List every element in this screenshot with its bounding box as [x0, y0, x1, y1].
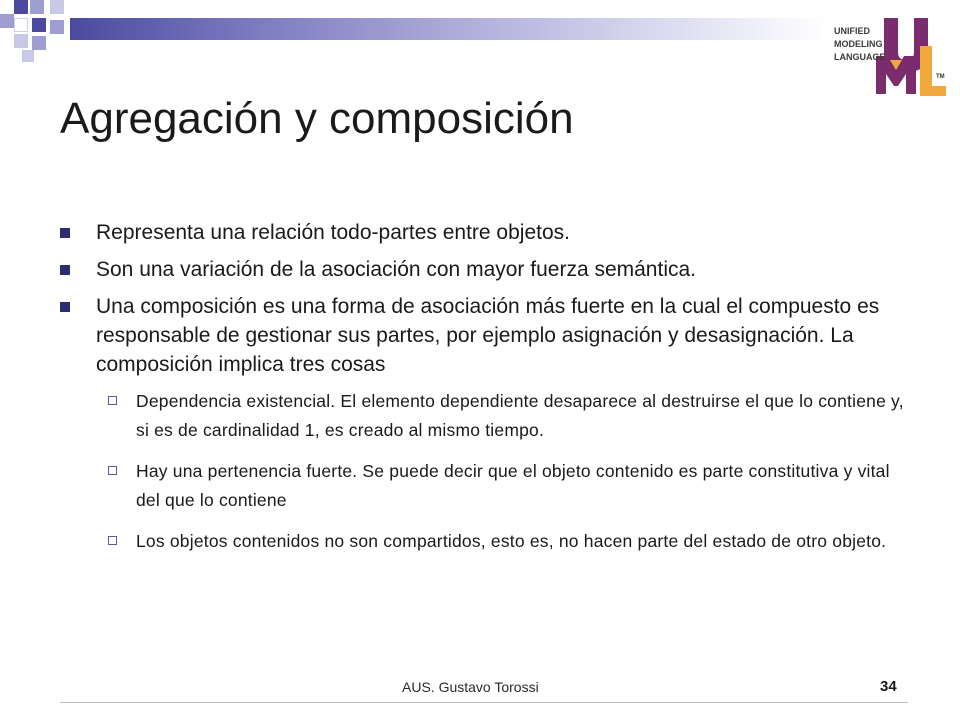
header-gradient-band	[70, 18, 828, 40]
sub-bullet-item	[60, 457, 910, 515]
page-number: 34	[880, 678, 897, 695]
sub-bullet-text: Hay una pertenencia fuerte. Se puede decir que el objeto contenido es parte constitutiva y vital del que lo contiene	[136, 461, 890, 510]
sub-bullet-item	[60, 387, 910, 445]
slide-title: Agregación y composición	[60, 94, 574, 143]
bullet-text: Representa una relación todo-partes entre objetos.	[96, 221, 570, 244]
square-bullet-icon	[60, 302, 70, 312]
logo-line1: UNIFIED	[834, 26, 870, 36]
bullet-list	[60, 218, 910, 568]
bullet-item	[60, 255, 910, 284]
square-bullet-icon	[60, 228, 70, 238]
logo-tm: TM	[936, 74, 945, 80]
sub-bullet-list	[60, 387, 910, 556]
footer-divider	[60, 702, 908, 703]
hollow-square-bullet-icon	[108, 466, 117, 475]
hollow-square-bullet-icon	[108, 396, 117, 405]
sub-bullet-text: Dependencia existencial. El elemento dependiente desaparece al destruirse el que lo contiene y, si es de cardinalidad 1, es creado al mismo tiempo.	[136, 391, 904, 440]
logo-line3: LANGUAGE	[834, 52, 886, 62]
square-bullet-icon	[60, 265, 70, 275]
bullet-text: Son una variación de la asociación con mayor fuerza semántica.	[96, 258, 696, 281]
hollow-square-bullet-icon	[108, 536, 117, 545]
bullet-text: Una composición es una forma de asociación más fuerte en la cual el compuesto es responsable de gestionar sus partes, por ejemplo asignación y desasignación. La composición implica tres cosas	[96, 295, 880, 376]
logo-line2: MODELING	[834, 39, 883, 49]
sub-bullet-text: Los objetos contenidos no son compartidos, esto es, no hacen parte del estado de otro objeto.	[136, 531, 887, 551]
bullet-item	[60, 218, 910, 247]
bullet-item	[60, 292, 910, 379]
sub-bullet-item	[60, 527, 910, 556]
footer-author: AUS. Gustavo Torossi	[402, 679, 539, 695]
uml-logo	[832, 8, 950, 106]
